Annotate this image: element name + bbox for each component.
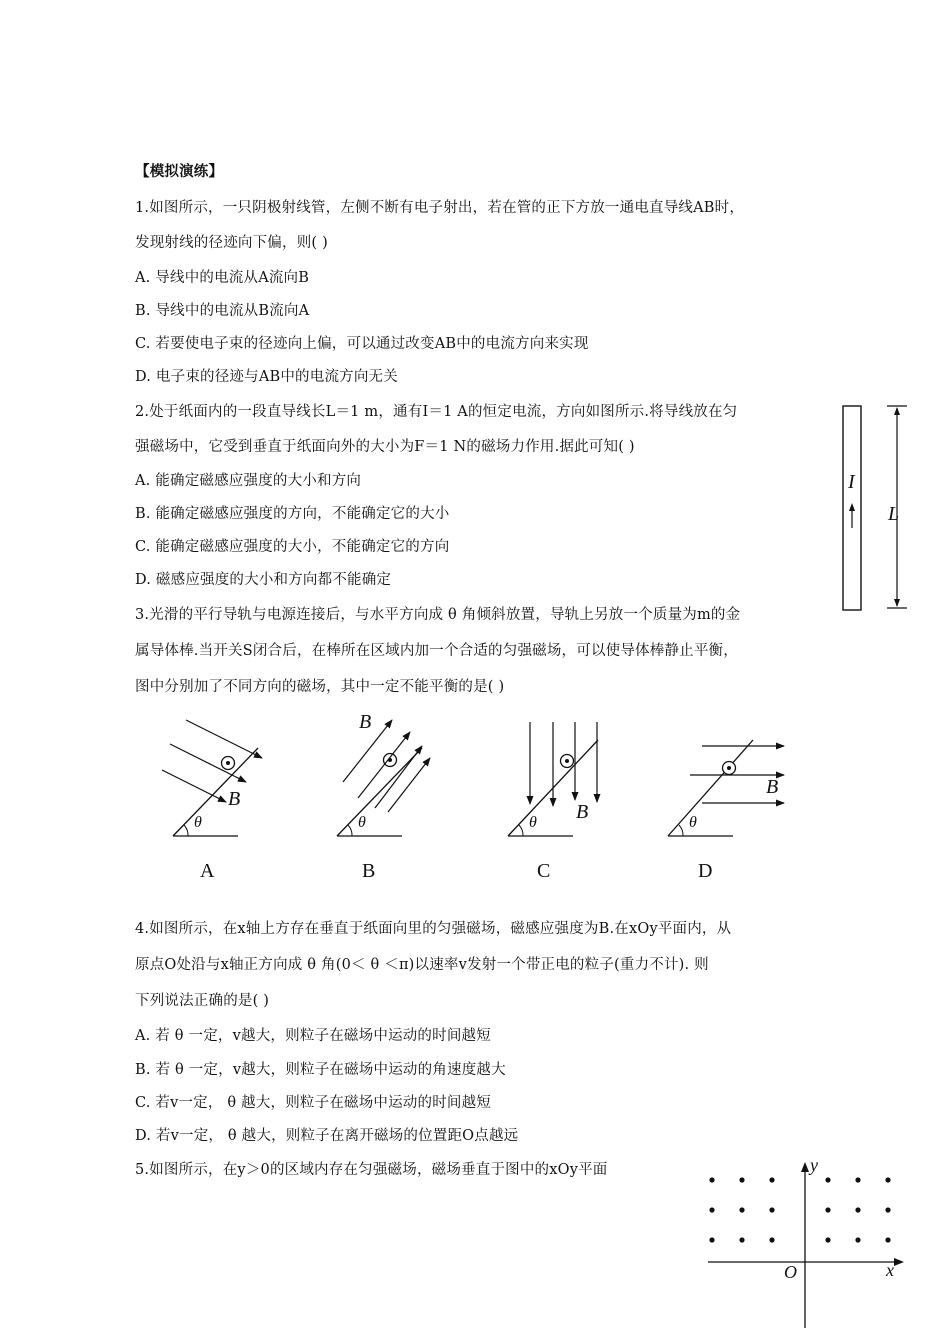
field-dot — [825, 1177, 830, 1182]
q1-option-c: C. 若要使电子束的径迹向上偏，可以通过改变AB中的电流方向来实现 — [135, 336, 589, 352]
field-dot — [855, 1237, 860, 1242]
q3-fig-a-angle: θ — [194, 814, 202, 831]
q2-option-a: A. 能确定磁感应强度的大小和方向 — [135, 473, 362, 489]
q4-stem-line1: 4.如图所示，在x轴上方存在垂直于纸面向里的匀强磁场，磁感应强度为B.在xOy平面内，从 — [135, 921, 732, 937]
q3-fig-d-angle: θ — [689, 814, 697, 831]
field-dot — [739, 1207, 744, 1212]
q1-stem-line2: 发现射线的径迹向下偏，则( ) — [135, 235, 328, 251]
field-dot — [855, 1207, 860, 1212]
q3-fig-d-field-label: B — [766, 776, 779, 798]
q3-fig-d-label: D — [698, 860, 713, 882]
q2-option-d: D. 磁感应强度的大小和方向都不能确定 — [135, 572, 392, 588]
field-dot — [769, 1237, 774, 1242]
q3-stem-line2: 属导体棒.当开关S闭合后，在棒所在区域内加一个合适的匀强磁场，可以使导体棒静止平衡， — [135, 643, 738, 659]
q3-figures — [0, 700, 950, 900]
field-dots — [709, 1177, 890, 1242]
field-dot — [885, 1207, 890, 1212]
section-title: 【模拟演练】 — [135, 163, 224, 180]
q3-fig-a-field-label: B — [228, 788, 241, 810]
q3-fig-b-label: B — [362, 860, 376, 882]
current-label: I — [848, 471, 855, 493]
q2-stem-line1: 2.处于纸面内的一段直导线长L＝1 m，通有I＝1 A的恒定电流，方向如图所示.将导线放在匀 — [135, 404, 738, 420]
field-dot — [825, 1237, 830, 1242]
q3-fig-b-angle: θ — [358, 814, 366, 831]
field-dot — [769, 1177, 774, 1182]
q1-option-b: B. 导线中的电流从B流向A — [135, 303, 310, 319]
q5-stem-line1: 5.如图所示，在y＞0的区域内存在匀强磁场，磁场垂直于图中的xOy平面 — [135, 1162, 608, 1178]
q3-fig-c-angle: θ — [529, 814, 537, 831]
q3-stem-line3: 图中分别加了不同方向的磁场，其中一定不能平衡的是( ) — [135, 679, 505, 695]
field-dot — [709, 1207, 714, 1212]
q3-fig-a-label: A — [200, 860, 215, 882]
origin-label: O — [784, 1262, 797, 1282]
y-axis-label: y — [810, 1155, 818, 1175]
q3-fig-c-label: C — [537, 860, 551, 882]
length-label: L — [888, 503, 900, 525]
q4-option-a: A. 若 θ 一定，v越大，则粒子在磁场中运动的时间越短 — [135, 1028, 491, 1044]
q1-option-d: D. 电子束的径迹与AB中的电流方向无关 — [135, 369, 398, 385]
field-dot — [769, 1207, 774, 1212]
q1-option-a: A. 导线中的电流从A流向B — [135, 270, 310, 286]
q5-field-figure — [700, 1158, 910, 1338]
current-arrowhead — [849, 503, 855, 511]
q3-fig-b-field-label: B — [359, 711, 372, 733]
q3-stem-line1: 3.光滑的平行导轨与电源连接后，与水平方向成 θ 角倾斜放置，导轨上另放一个质量为m的金 — [135, 607, 741, 623]
field-dot — [885, 1177, 890, 1182]
q1-stem-line1: 1.如图所示，一只阴极射线管，左侧不断有电子射出，若在管的正下方放一通电直导线AB时， — [135, 200, 745, 216]
q4-stem-line2: 原点O处沿与x轴正方向成 θ 角(0＜ θ ＜π)以速率v发射一个带正电的粒子(重力不计). 则 — [135, 957, 709, 973]
q3-fig-c-field-label: B — [576, 801, 589, 823]
field-dot — [709, 1237, 714, 1242]
q3-figure-a — [162, 720, 262, 836]
field-dot — [855, 1177, 860, 1182]
q4-option-d: D. 若v一定， θ 越大，则粒子在离开磁场的位置距O点越远 — [135, 1128, 519, 1144]
field-dot — [885, 1237, 890, 1242]
field-dot — [739, 1237, 744, 1242]
q4-option-b: B. 若 θ 一定，v越大，则粒子在磁场中运动的角速度越大 — [135, 1062, 506, 1078]
field-dot — [739, 1177, 744, 1182]
field-dot — [825, 1207, 830, 1212]
q2-option-c: C. 能确定磁感应强度的大小，不能确定它的方向 — [135, 539, 450, 555]
q2-wire-figure — [835, 400, 915, 615]
q2-stem-line2: 强磁场中，它受到垂直于纸面向外的大小为F＝1 N的磁场力作用.据此可知( ) — [135, 439, 635, 455]
q4-option-c: C. 若v一定， θ 越大，则粒子在磁场中运动的时间越短 — [135, 1095, 492, 1111]
x-axis-label: x — [886, 1260, 894, 1280]
q3-figure-b — [337, 720, 430, 836]
q4-stem-line3: 下列说法正确的是( ) — [135, 993, 270, 1009]
q2-option-b: B. 能确定磁感应强度的方向，不能确定它的大小 — [135, 506, 450, 522]
field-dot — [709, 1177, 714, 1182]
